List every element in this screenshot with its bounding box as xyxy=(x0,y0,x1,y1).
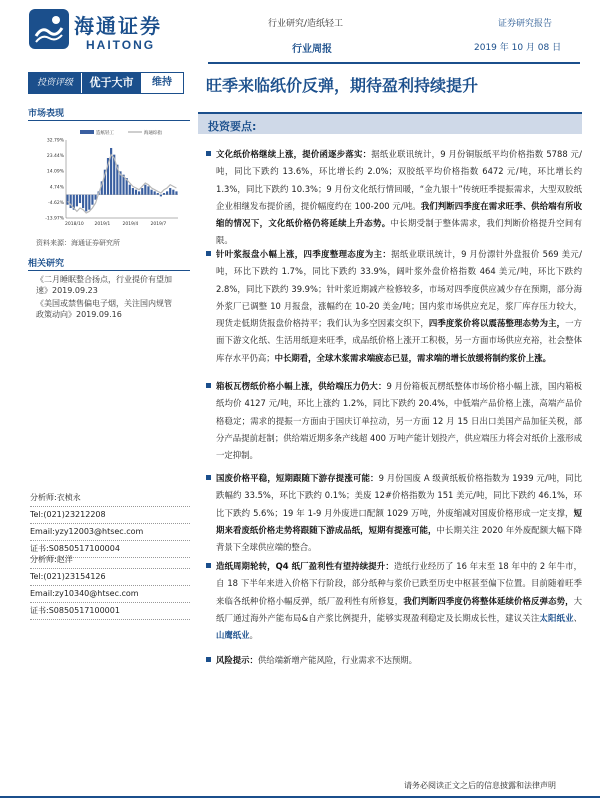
x-tick-label: 2019/4 xyxy=(122,222,139,227)
key-point-paragraph xyxy=(206,558,582,644)
bullet-square-icon xyxy=(206,151,211,156)
point-emphasis-2: 中长期看，全球木浆需求端疲态已显，需求端的增长放缓将制约浆价上涨。 xyxy=(274,352,551,363)
x-tick-label: 2019/7 xyxy=(150,222,167,227)
bullet-square-icon xyxy=(206,475,211,480)
rating-action: 维持 xyxy=(141,73,183,93)
industry-bar xyxy=(132,188,134,195)
analyst-card xyxy=(30,552,190,620)
company-logo xyxy=(22,6,192,58)
stock-pick: 太阳纸业 xyxy=(539,612,574,623)
haitong-emblem-icon xyxy=(28,8,70,50)
industry-bar xyxy=(66,195,68,205)
report-date: 2019 年 10 月 08 日 xyxy=(474,43,562,53)
report-header xyxy=(0,0,600,64)
point-body: 9 月份箱板瓦楞纸整体市场价格小幅上涨，国内箱板纸均价 4127 元/吨，环比上涨约 1.2%，同比下跌约 20.4%，中低端产品价格上涨，高端产品价格稳定；需求的提振一方面由于国庆订单拉动，另一方面 12 月 15 日出口美国产品加征关税，部分产品提前赶制；供给端近期多条产线超 400 万吨产能计划投产，供应端压力将会对纸价上涨形成一定抑制。 xyxy=(216,381,582,461)
market-performance-heading: 市场表现 xyxy=(28,109,65,119)
analyst-email[interactable]: Email:zy10340@htsec.com xyxy=(30,586,190,603)
point-emphasis: 我们判断四季度在需求旺季、供给端有所收缩的情况下，文化纸价格仍将延续上升态势。 xyxy=(216,200,583,229)
bullet-square-icon xyxy=(206,563,211,568)
key-point-paragraph xyxy=(206,470,582,556)
industry-bar xyxy=(163,193,165,195)
point-end: 。 xyxy=(249,630,258,641)
report-type: 证券研究报告 xyxy=(498,19,553,29)
key-point-paragraph xyxy=(206,246,582,367)
investment-rating-box xyxy=(28,72,184,94)
report-title: 旺季来临纸价反弹，期待盈利持续提升 xyxy=(206,76,479,95)
industry-bar xyxy=(79,195,81,203)
analyst-cert: 证书:S0850517100004 xyxy=(30,541,190,558)
rating-label: 投资评级 xyxy=(36,78,73,88)
analyst-tel: Tel:(021)23154126 xyxy=(30,569,190,586)
bullet-square-icon xyxy=(206,383,211,388)
industry-bar xyxy=(138,191,140,194)
x-tick-label: 2018/10 xyxy=(65,222,84,227)
logo-chinese-name: 海通证券 xyxy=(74,14,162,38)
x-tick-label: 2019/1 xyxy=(94,222,111,227)
industry-bar xyxy=(144,185,146,195)
header-divider xyxy=(208,62,580,64)
analyst-name: 分析师:赵洋 xyxy=(30,552,190,569)
industry-bar xyxy=(141,188,143,195)
industry-bar xyxy=(85,195,87,212)
related-heading-rule xyxy=(28,270,190,271)
point-body: 供给端新增产能风险，行业需求不达预期。 xyxy=(257,655,417,665)
point-body: 9 月份国废 A 级黄纸板价格指数为 1939 元/吨，同比跌幅约 33.5%，环比下跌约 0.1%；美废 12#价格指数为 151 美元/吨，同比下跌约 46.1%，环比下跌约 5.6%；19 年 1-9 月外废进口配额 1029 万吨，外废缩减对国废价格形成一定支撑， xyxy=(216,473,582,518)
industry-bar xyxy=(129,185,131,195)
point-emphasis: 四季度浆价将以震荡整理态势为主， xyxy=(428,318,566,329)
y-tick-label: 4.74% xyxy=(49,185,64,191)
point-lead: 箱板瓦楞纸价格小幅上涨，供给端压力仍大： xyxy=(216,381,387,391)
point-body: 据纸业联讯统计，9 月份铜版纸平均价格指数 5788 元/吨，同比下跌约 13.6%，环比增长约 2.0%；双胶纸平均价格指数 6472 元/吨，环比增长约 1.3%，同比下跌约 10.3%；9 月份文化纸行情回暖，“金九银十”传统旺季提振需求，大型双胶纸企业相继发布提价函，提价幅度约在 100-200 元/吨。 xyxy=(216,149,583,211)
chart-source: 资料来源：海通证券研究所 xyxy=(36,239,120,247)
related-research-heading: 相关研究 xyxy=(28,259,65,269)
analyst-name: 分析师:衣桢永 xyxy=(30,490,190,507)
y-tick-label: 14.09% xyxy=(46,169,64,175)
industry-bar xyxy=(160,195,162,197)
legend-label: 造纸轻工 xyxy=(96,131,114,136)
point-tail: 中长期关注 2020 年外废配额大幅下降背景下全球供应端的整合。 xyxy=(216,524,582,553)
point-body: 据纸业联讯统计，9 月份漂针外盘报价 569 美元/吨，环比下跌约 1.7%，同比下跌约 33.9%，阔叶浆外盘价格指数 464 美元/吨，环比下跌约 2.8%，同比下跌约 39.9%；针叶浆近期减产检修较多，市场对四季度供应减少存在预期，部分海外浆厂已调整 10 月报盘，涨幅约在 10-20 美金/吨；国内浆市场供应充足，浆厂库存压力较大，现货走低期货报盘价格持平；我们认为多空因素交织下， xyxy=(216,249,582,329)
point-lead: 文化纸价格继续上涨，提价函逐步落实： xyxy=(216,149,372,159)
industry-bar xyxy=(82,195,84,208)
industry-bar xyxy=(157,193,159,195)
report-kind: 行业周报 xyxy=(292,44,332,55)
industry-bar xyxy=(172,190,174,195)
legend-swatch-industry xyxy=(80,130,94,134)
logo-english-name: HAITONG xyxy=(86,38,156,52)
industry-bar xyxy=(154,191,156,194)
industry-bar xyxy=(150,190,152,195)
related-item-line: 政策动向》2019.09.16 xyxy=(36,310,122,319)
y-tick-label: 32.79% xyxy=(46,138,64,144)
key-points-heading: 投资要点: xyxy=(208,120,257,133)
key-point-paragraph xyxy=(206,146,582,250)
y-tick-label: 23.44% xyxy=(46,154,64,160)
industry-bar xyxy=(88,195,90,210)
report-category: 行业研究/造纸轻工 xyxy=(268,19,344,29)
analyst-cert: 证书:S0850517100001 xyxy=(30,603,190,620)
industry-bar xyxy=(91,195,93,205)
market-heading-rule xyxy=(28,120,190,121)
related-research-item[interactable] xyxy=(36,298,172,320)
footer-rule xyxy=(0,796,600,798)
rating-value: 优于大市 xyxy=(81,73,141,93)
industry-bar xyxy=(76,195,78,207)
chart-legend xyxy=(80,129,162,136)
point-lead: 针叶浆报盘小幅上涨，四季度整理态度为主： xyxy=(216,249,392,259)
point-tail: 大纸厂通过海外产能布局&自产浆比例提升，能够实现盈利稳定及长期成长性，建议关注 xyxy=(216,595,582,623)
related-item-line: 速》2019.09.23 xyxy=(36,286,98,295)
related-research-item[interactable] xyxy=(36,274,172,296)
analyst-card xyxy=(30,490,190,558)
analyst-tel: Tel:(021)23212208 xyxy=(30,507,190,524)
analyst-email[interactable]: Email:yzy12003@htsec.com xyxy=(30,524,190,541)
industry-bar xyxy=(135,190,137,195)
disclaimer-footer: 请务必阅读正文之后的信息披露和法律声明 xyxy=(404,781,556,790)
point-tail: 一方面下游文化纸、生活用纸迎来旺季，成品纸价格上涨开工积极，另一方面市场供应充裕，社会整体库存水平仍高； xyxy=(216,318,583,363)
point-sep: 、 xyxy=(573,612,583,623)
market-performance-chart xyxy=(28,126,190,236)
point-lead: 风险提示： xyxy=(216,655,258,665)
bullet-square-icon xyxy=(206,251,211,256)
bullet-square-icon xyxy=(206,657,211,662)
stock-pick: 山鹰纸业 xyxy=(216,630,250,641)
point-emphasis: 短期来看废纸价格走势将跟随下游成品纸，短期有提涨可能， xyxy=(216,507,582,535)
key-points-bar xyxy=(198,112,582,134)
industry-bar xyxy=(147,186,149,194)
related-item-line: 《美国或禁售偏电子烟，关注国内规管 xyxy=(36,299,172,308)
y-tick-label: -4.62% xyxy=(48,200,64,206)
point-lead: 国废价格平稳，短期跟随下游存提涨可能： xyxy=(216,473,379,483)
key-point-paragraph xyxy=(206,652,582,669)
chart-x-axis xyxy=(65,218,178,227)
industry-bar xyxy=(169,188,171,195)
industry-bar xyxy=(166,191,168,194)
related-item-line: 《二月睡眠整合扬点，行业提价有望加 xyxy=(36,275,172,284)
point-tail: 中长期受制于整体需求，我们判断价格提升空间有限。 xyxy=(216,218,583,246)
legend-label: 海通综指 xyxy=(144,131,162,136)
y-tick-label: -13.97% xyxy=(45,216,64,222)
industry-bar xyxy=(175,191,177,194)
point-emphasis: 我们判断四季度仍将整体延续价格反弹态势， xyxy=(403,595,574,606)
key-point-paragraph xyxy=(206,378,582,464)
point-body: 造纸行业经历了 16 年末至 18 年中的 2 年牛市，自 18 下半年来进入价格下行阶段，部分纸种与浆价已跌至历史中枢甚至偏下位置。目前随着旺季来临各纸种价格小幅反弹，纸厂盈利性有所修复， xyxy=(216,561,582,606)
point-lead: 造纸周期轮转，Q4 纸厂盈利性有望持续提升： xyxy=(216,561,394,571)
industry-bars xyxy=(66,148,177,211)
